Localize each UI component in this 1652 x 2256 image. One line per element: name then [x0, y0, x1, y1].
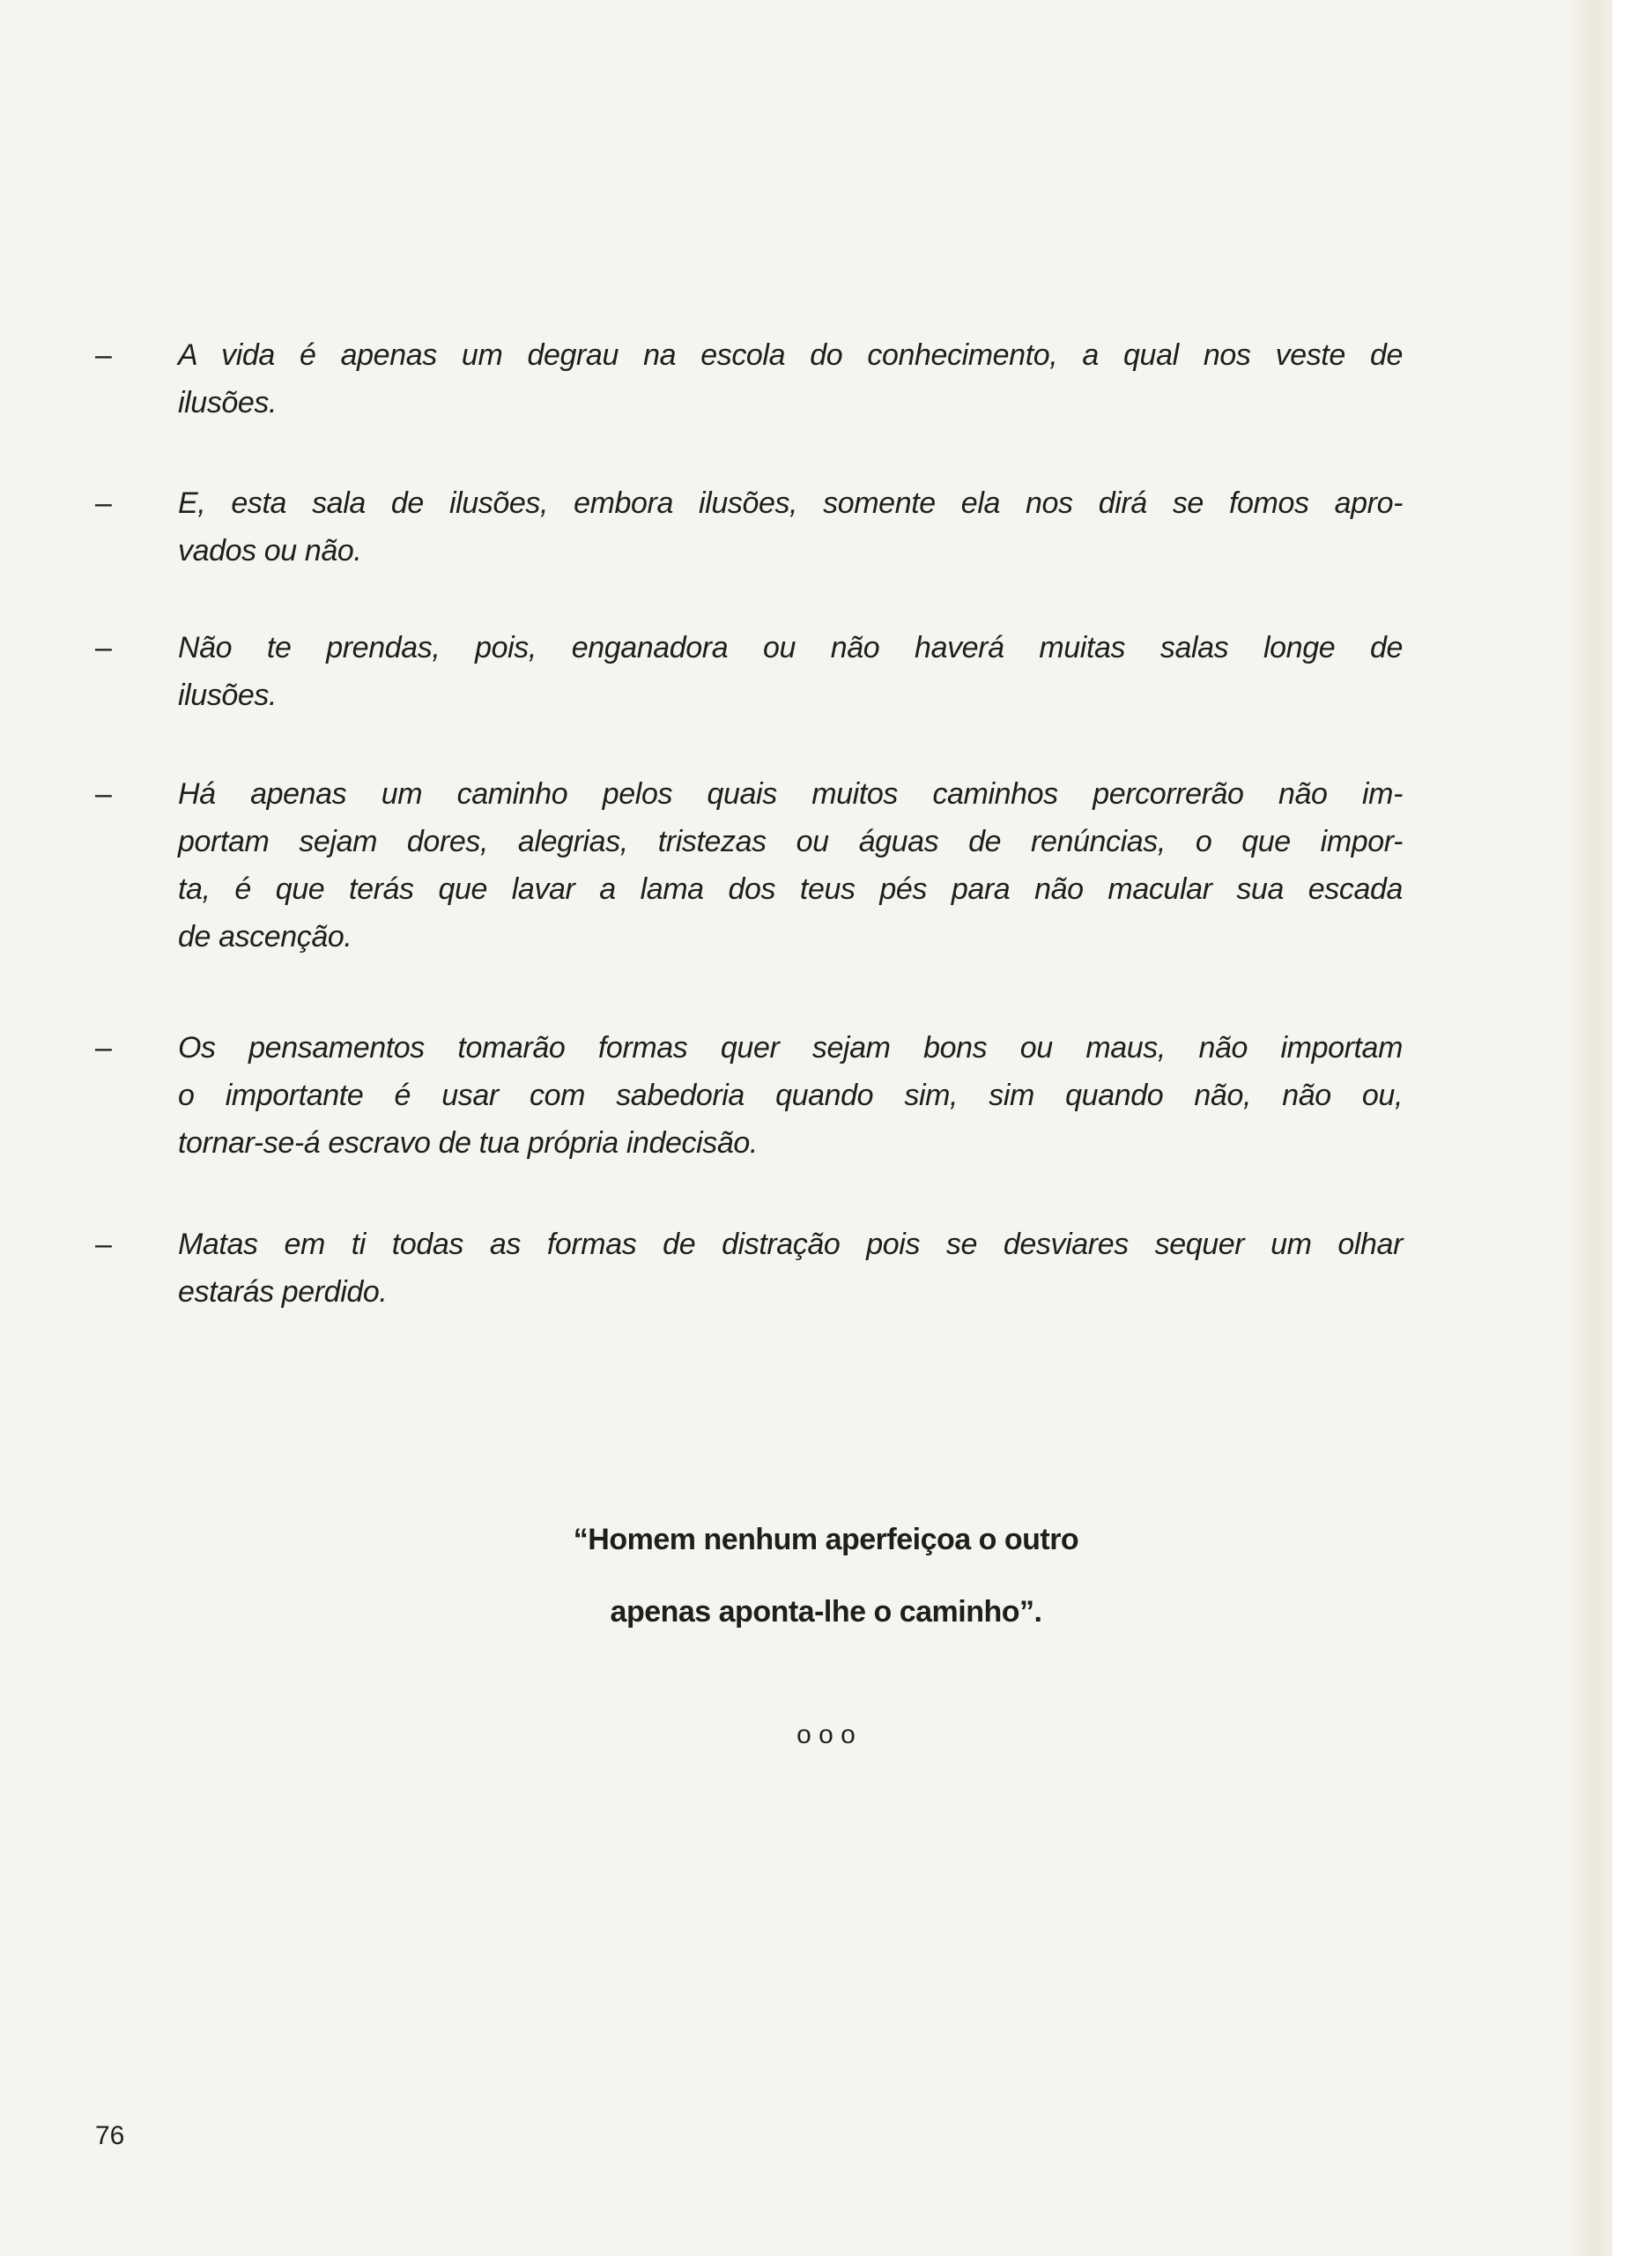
page-edge: [1568, 0, 1612, 2256]
paragraph-line: tornar-se-á escravo de tua própria indecisão.: [178, 1126, 758, 1160]
bullet-dash: –: [95, 338, 112, 372]
paragraph-line: estarás perdido.: [178, 1275, 388, 1309]
paragraph-line: Os pensamentos tomarão formas quer sejam bons ou maus, não importam: [178, 1031, 1403, 1065]
bullet-dash: –: [95, 1228, 112, 1261]
paragraph-line: de ascenção.: [178, 920, 352, 954]
bullet-dash: –: [95, 1031, 112, 1065]
page-number: 76: [95, 2121, 125, 2150]
section-separator: o o o: [796, 1720, 856, 1749]
paragraph-line: vados ou não.: [178, 534, 362, 568]
quote-line-1: “Homem nenhum aperfeiçoa o outro: [573, 1523, 1079, 1556]
paragraph-line: ilusões.: [178, 386, 278, 419]
bullet-dash: –: [95, 486, 112, 520]
bullet-dash: –: [95, 631, 112, 664]
paragraph-line: Não te prendas, pois, enganadora ou não haverá muitas salas longe de: [178, 631, 1403, 664]
paragraph-line: E, esta sala de ilusões, embora ilusões, somente ela nos dirá se fomos apro-: [178, 486, 1403, 520]
bullet-dash: –: [95, 777, 112, 811]
paragraph-line: portam sejam dores, alegrias, tristezas ou águas de renúncias, o que impor-: [178, 825, 1403, 858]
quote-line-2: apenas aponta-lhe o caminho”.: [610, 1595, 1042, 1629]
paragraph-line: Há apenas um caminho pelos quais muitos caminhos percorrerão não im-: [178, 777, 1403, 811]
paragraph-line: ilusões.: [178, 679, 278, 712]
paragraph-line: ta, é que terás que lavar a lama dos teus pés para não macular sua escada: [178, 872, 1403, 906]
paragraph-line: A vida é apenas um degrau na escola do conhecimento, a qual nos veste de: [178, 338, 1403, 372]
paragraph-line: Matas em ti todas as formas de distração pois se desviares sequer um olhar: [178, 1228, 1403, 1261]
paragraph-line: o importante é usar com sabedoria quando sim, sim quando não, não ou,: [178, 1079, 1403, 1112]
